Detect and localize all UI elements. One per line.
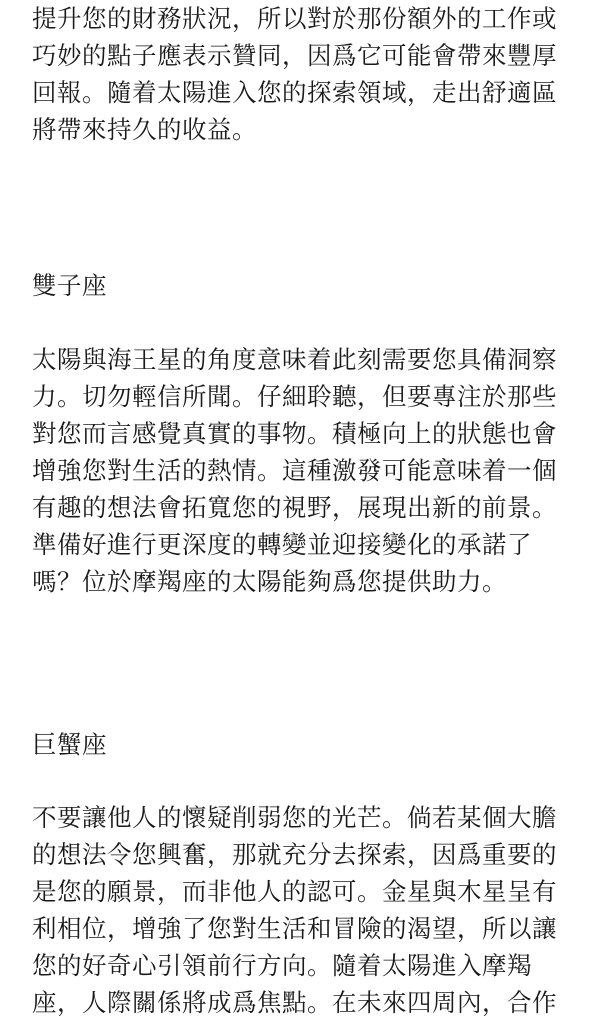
paragraph-line: 不要讓他人的懷疑削弱您的光芒。倘若某個大膽 [32,803,557,832]
paragraph-line: 回報。隨着太陽進入您的探索領域，走出舒適區 [32,78,557,107]
intro-paragraph [32,0,592,148]
cancer-heading: 巨蟹座 [32,730,107,759]
paragraph-line: 力。切勿輕信所聞。仔細聆聽，但要專注於那些 [32,382,557,411]
paragraph-line: 座，人際關係將成爲焦點。在未來四周內，合作 [32,988,557,1017]
paragraph-line: 提升您的財務狀況，所以對於那份額外的工作或 [32,4,557,33]
paragraph-line: 有趣的想法會拓寬您的視野，展現出新的前景。 [32,493,557,522]
paragraph-line: 準備好進行更深度的轉變並迎接變化的承諾了 [32,530,532,559]
gemini-heading: 雙子座 [32,271,107,300]
cancer-paragraph [32,799,592,1021]
paragraph-line: 巧妙的點子應表示贊同，因爲它可能會帶來豐厚 [32,41,557,70]
paragraph-line: 太陽與海王星的角度意味着此刻需要您具備洞察 [32,345,557,374]
paragraph-line: 您的好奇心引領前行方向。隨着太陽進入摩羯 [32,951,532,980]
gemini-paragraph [32,341,592,600]
paragraph-line: 利相位，增強了您對生活和冒險的渴望，所以讓 [32,914,557,943]
paragraph-line: 將帶來持久的收益。 [32,115,257,144]
paragraph-line: 對您而言感覺真實的事物。積極向上的狀態也會 [32,419,557,448]
paragraph-line: 的想法令您興奮，那就充分去探索，因爲重要的 [32,840,557,869]
paragraph-line: 嗎？位於摩羯座的太陽能夠爲您提供助力。 [32,567,507,596]
paragraph-line: 增強您對生活的熱情。這種激發可能意味着一個 [32,456,557,485]
paragraph-line: 是您的願景，而非他人的認可。金星與木星呈有 [32,877,557,906]
